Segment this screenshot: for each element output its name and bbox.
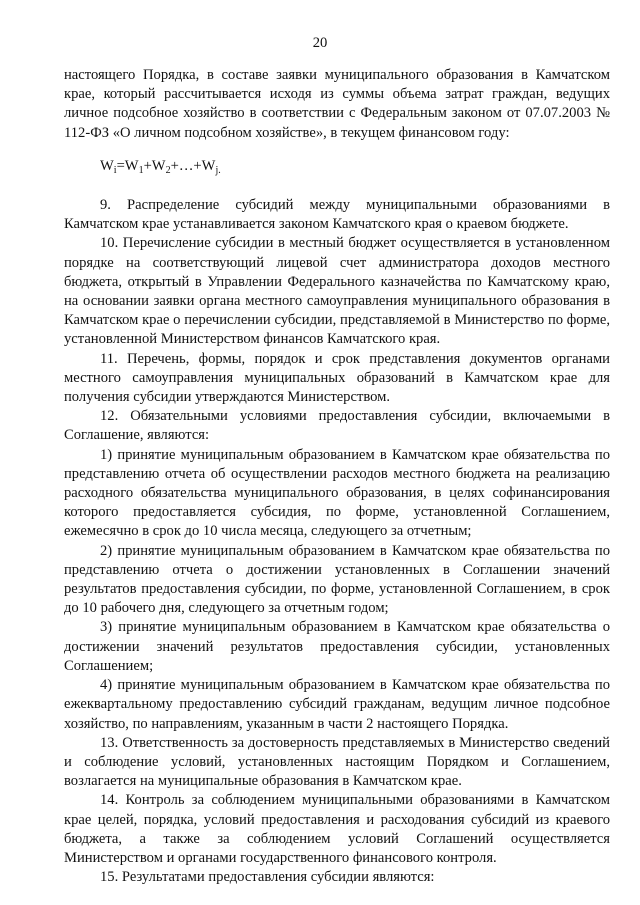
formula-sub-1: 1 — [138, 164, 144, 176]
paragraph-12-item-4: 4) принятие муниципальным образованием в Камчатском крае обязательства по ежеквартальному предоставлению субсидий гражданам, ведущим личное подсобное хозяйство, по направлениям, указанным в части 2 настоящего Порядка. — [64, 677, 610, 732]
intro-paragraph: настоящего Порядка, в составе заявки муниципального образования в Камчатском крае, который рассчитывается исходя из суммы объема затрат граждан, ведущих личное подсобное хозяйство в соответствии с Федеральным законом от 07.07.2003 № 112-ФЗ «О личном подсобном хозяйстве», в текущем финансовом году: — [64, 67, 610, 141]
paragraph-10: 10. Перечисление субсидии в местный бюджет осуществляется в установленном порядке на соответствующий лицевой счет администратора доходов местного бюджета, открытый в Управлении Федерального казначейства по Камчатскому краю, на основании заявки органа местного самоуправления муниципального образования в Камчатском крае о перечислении субсидии, представляемой в Министерство по форме, установленной Министерством финансов Камчатского края. — [64, 235, 610, 348]
page-number: 20 — [312, 35, 328, 51]
paragraph-11: 11. Перечень, формы, порядок и срок представления документов органами местного самоуправления муниципальных образований в Камчатском крае для получения субсидии утверждаются Министерством. — [64, 350, 610, 406]
formula-eq: =W — [116, 157, 139, 174]
formula-sub-i: i — [113, 164, 117, 176]
paragraph-9: 9. Распределение субсидий между муниципальными образованиями в Камчатском крае устанавливается законом Камчатского края о краевом бюджете. — [64, 197, 610, 233]
formula-tail: +…+W — [170, 157, 216, 174]
paragraph-15: 15. Результатами предоставления субсидии являются: — [100, 869, 435, 886]
formula-w: W — [100, 157, 114, 174]
formula-plus: +W — [143, 157, 166, 174]
document-body — [64, 66, 610, 887]
paragraph-14: 14. Контроль за соблюдением муниципальными образованиями в Камчатском крае целей, порядка, условий предоставления и расходования субсидий из краевого бюджета, а также за соблюдением условий Соглашений осуществляется Министерством и органами государственного финансового контроля. — [64, 792, 610, 866]
paragraph-12-item-3: 3) принятие муниципальным образованием в Камчатском крае обязательства о достижении значений результатов предоставления субсидии, установленных Соглашением; — [64, 619, 610, 674]
formula — [100, 157, 610, 176]
formula-sub-2: 2 — [165, 164, 171, 176]
paragraph-12: 12. Обязательными условиями предоставления субсидии, включаемыми в Соглашение, являются: — [64, 408, 610, 444]
paragraph-13: 13. Ответственность за достоверность представляемых в Министерство сведений и соблюдение условий, установленных настоящим Порядком и Соглашением, возлагается на муниципальные образования в Камчатском крае. — [64, 734, 610, 790]
formula-sub-j: j. — [215, 164, 221, 176]
paragraph-12-item-1: 1) принятие муниципальным образованием в Камчатском крае обязательства по представлению отчета об осуществлении расходов местного бюджета на реализацию расходного обязательства муниципального образования, в целях софинансирования которого предоставляется субсидия, по форме, установленной Соглашением, ежемесячно в срок до 10 числа месяца, следующего за отчетным; — [64, 446, 610, 540]
paragraph-12-item-2: 2) принятие муниципальным образованием в Камчатском крае обязательства по представлению отчета о достижении установленных в Соглашении значений результатов предоставления субсидии, по форме, установленной Соглашением, в срок до 10 рабочего дня, следующего за отчетным годом; — [64, 542, 610, 617]
